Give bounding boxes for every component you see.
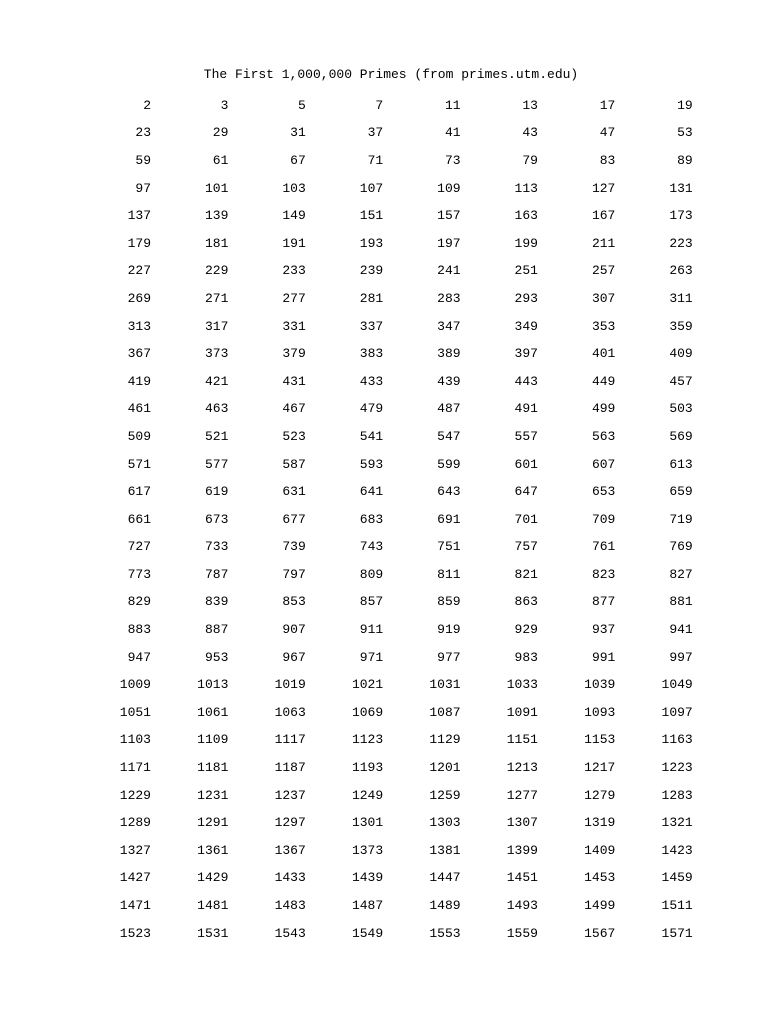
table-row: [84, 892, 693, 920]
table-cell: 439: [437, 373, 461, 389]
table-cell: 53: [677, 125, 693, 141]
table-cell: 347: [437, 318, 461, 334]
table-cell: 269: [127, 290, 151, 306]
table-cell: 1489: [429, 898, 461, 914]
page-title: The First 1,000,000 Primes (from primes.utm.edu): [203, 67, 579, 82]
table-cell: 631: [282, 484, 306, 500]
table-cell: 17: [599, 97, 616, 113]
table-cell: 1187: [274, 760, 306, 776]
table-cell: 1093: [584, 704, 616, 720]
table-cell: 653: [591, 484, 616, 500]
table-cell: 601: [514, 456, 538, 472]
table-cell: 127: [591, 180, 616, 196]
table-row: [84, 202, 693, 230]
table-row: [84, 616, 693, 644]
table-cell: 131: [669, 180, 693, 196]
table-cell: 1511: [661, 898, 693, 914]
table-cell: 443: [514, 373, 538, 389]
table-cell: 811: [437, 566, 461, 582]
table-cell: 719: [669, 511, 693, 527]
table-cell: 101: [204, 180, 229, 196]
table-row: [84, 837, 693, 865]
table-cell: 1097: [661, 704, 693, 720]
table-cell: 853: [282, 594, 306, 610]
table-cell: 13: [522, 97, 538, 113]
table-cell: 887: [204, 622, 229, 638]
table-cell: 313: [127, 318, 151, 334]
table-cell: 151: [359, 208, 384, 224]
table-row: [84, 423, 693, 451]
table-cell: 1087: [429, 704, 461, 720]
table-cell: 233: [282, 263, 306, 279]
table-cell: 1361: [197, 842, 229, 858]
table-row: [84, 782, 693, 810]
table-cell: 109: [437, 180, 461, 196]
table-cell: 431: [282, 373, 306, 389]
table-cell: 163: [514, 208, 538, 224]
table-cell: 1499: [584, 898, 616, 914]
table-cell: 661: [127, 511, 151, 527]
table-cell: 617: [127, 484, 151, 500]
table-row: [84, 865, 693, 893]
table-cell: 421: [204, 373, 229, 389]
table-cell: 1523: [119, 925, 151, 941]
table-cell: 1151: [506, 732, 538, 748]
table-row: [84, 754, 693, 782]
table-cell: 503: [669, 401, 693, 417]
table-cell: 31: [290, 125, 306, 141]
table-cell: 397: [514, 346, 538, 362]
table-cell: 823: [591, 566, 616, 582]
table-cell: 29: [212, 125, 229, 141]
table-cell: 149: [282, 208, 306, 224]
table-cell: 827: [669, 566, 693, 582]
table-cell: 991: [591, 649, 616, 665]
table-cell: 449: [591, 373, 616, 389]
table-cell: 509: [127, 428, 151, 444]
table-cell: 971: [359, 649, 384, 665]
table-cell: 223: [669, 235, 693, 251]
table-cell: 389: [437, 346, 461, 362]
table-row: [84, 506, 693, 534]
table-cell: 1423: [661, 842, 693, 858]
table-row: [84, 313, 693, 341]
table-row: [84, 120, 693, 148]
table-cell: 283: [437, 290, 461, 306]
table-cell: 463: [204, 401, 229, 417]
table-cell: 569: [669, 428, 693, 444]
table-cell: 557: [514, 428, 538, 444]
table-cell: 683: [359, 511, 384, 527]
table-cell: 1163: [661, 732, 693, 748]
table-row: [84, 285, 693, 313]
table-cell: 773: [127, 566, 151, 582]
table-cell: 1301: [351, 815, 384, 831]
table-cell: 1409: [584, 842, 616, 858]
table-cell: 173: [669, 208, 693, 224]
table-cell: 79: [522, 152, 538, 168]
table-cell: 1249: [351, 787, 384, 803]
table-cell: 859: [437, 594, 461, 610]
table-cell: 1297: [274, 815, 306, 831]
table-cell: 1063: [274, 704, 306, 720]
table-cell: 373: [204, 346, 229, 362]
table-cell: 3: [220, 97, 229, 113]
table-cell: 229: [204, 263, 229, 279]
table-cell: 877: [591, 594, 616, 610]
table-cell: 349: [514, 318, 538, 334]
table-cell: 317: [204, 318, 229, 334]
table-cell: 73: [444, 152, 461, 168]
table-cell: 1559: [506, 925, 538, 941]
table-cell: 1543: [274, 925, 306, 941]
table-cell: 293: [514, 290, 538, 306]
table-cell: 857: [359, 594, 384, 610]
table-row: [84, 340, 693, 368]
table-cell: 1109: [197, 732, 229, 748]
table-cell: 1531: [197, 925, 229, 941]
table-cell: 1327: [119, 842, 151, 858]
table-cell: 1039: [584, 677, 616, 693]
table-row: [84, 671, 693, 699]
table-cell: 709: [591, 511, 616, 527]
table-cell: 199: [514, 235, 538, 251]
table-cell: 263: [669, 263, 693, 279]
table-cell: 691: [437, 511, 461, 527]
table-cell: 929: [514, 622, 538, 638]
table-cell: 941: [669, 622, 693, 638]
table-cell: 769: [669, 539, 693, 555]
table-cell: 863: [514, 594, 538, 610]
table-cell: 1291: [197, 815, 229, 831]
table-cell: 311: [669, 290, 693, 306]
table-cell: 1373: [351, 842, 384, 858]
table-cell: 197: [437, 235, 461, 251]
table-cell: 733: [204, 539, 229, 555]
table-cell: 487: [437, 401, 461, 417]
table-cell: 419: [127, 373, 151, 389]
table-cell: 41: [444, 125, 461, 141]
table-cell: 23: [135, 125, 151, 141]
table-cell: 977: [437, 649, 461, 665]
table-cell: 359: [669, 318, 693, 334]
table-cell: 701: [514, 511, 538, 527]
table-cell: 1123: [351, 732, 384, 748]
table-cell: 479: [359, 401, 384, 417]
table-cell: 409: [669, 346, 693, 362]
table-cell: 383: [359, 346, 384, 362]
table-cell: 1181: [197, 760, 229, 776]
table-cell: 563: [591, 428, 616, 444]
table-cell: 647: [514, 484, 538, 500]
table-cell: 523: [282, 428, 306, 444]
table-cell: 107: [359, 180, 384, 196]
table-cell: 467: [282, 401, 306, 417]
table-row: [84, 147, 693, 175]
table-cell: 1549: [351, 925, 384, 941]
table-cell: 433: [359, 373, 384, 389]
table-cell: 457: [669, 373, 693, 389]
table-row: [84, 451, 693, 479]
table-cell: 1319: [584, 815, 616, 831]
table-cell: 673: [204, 511, 229, 527]
table-row: [84, 534, 693, 562]
table-cell: 97: [135, 180, 151, 196]
table-cell: 1571: [661, 925, 693, 941]
table-cell: 1553: [429, 925, 461, 941]
table-cell: 491: [514, 401, 538, 417]
table-cell: 577: [204, 456, 229, 472]
table-row: [84, 809, 693, 837]
table-cell: 337: [359, 318, 384, 334]
table-cell: 277: [282, 290, 306, 306]
table-cell: 1223: [661, 760, 693, 776]
table-cell: 677: [282, 511, 306, 527]
table-row: [84, 230, 693, 258]
table-cell: 157: [437, 208, 461, 224]
table-row: [84, 644, 693, 672]
table-cell: 1283: [661, 787, 693, 803]
table-row: [84, 92, 693, 120]
table-cell: 883: [127, 622, 151, 638]
table-cell: 937: [591, 622, 616, 638]
table-cell: 727: [127, 539, 151, 555]
table-cell: 1321: [661, 815, 693, 831]
table-row: [84, 368, 693, 396]
table-cell: 2: [143, 97, 151, 113]
table-cell: 787: [204, 566, 229, 582]
table-cell: 1481: [197, 898, 229, 914]
table-cell: 353: [591, 318, 616, 334]
table-cell: 251: [514, 263, 538, 279]
table-cell: 659: [669, 484, 693, 500]
table-cell: 1439: [351, 870, 384, 886]
table-cell: 1217: [584, 760, 616, 776]
table-cell: 613: [669, 456, 693, 472]
table-cell: 1399: [506, 842, 538, 858]
table-cell: 947: [127, 649, 151, 665]
table-cell: 19: [677, 97, 693, 113]
table-cell: 881: [669, 594, 693, 610]
table-cell: 1451: [506, 870, 538, 886]
table-cell: 83: [599, 152, 616, 168]
table-cell: 139: [204, 208, 229, 224]
table-cell: 1153: [584, 732, 616, 748]
table-cell: 1051: [119, 704, 151, 720]
table-cell: 67: [290, 152, 306, 168]
table-cell: 1259: [429, 787, 461, 803]
table-row: [84, 920, 693, 948]
table-row: [84, 258, 693, 286]
table-cell: 1429: [197, 870, 229, 886]
table-cell: 89: [677, 152, 693, 168]
table-cell: 821: [514, 566, 538, 582]
table-cell: 113: [514, 180, 538, 196]
table-cell: 983: [514, 649, 538, 665]
table-cell: 193: [359, 235, 384, 251]
table-cell: 1237: [274, 787, 306, 803]
table-cell: 191: [282, 235, 306, 251]
table-cell: 271: [204, 290, 229, 306]
table-cell: 1129: [429, 732, 461, 748]
table-cell: 1013: [197, 677, 229, 693]
table-cell: 607: [591, 456, 616, 472]
table-cell: 1171: [119, 760, 151, 776]
table-cell: 43: [522, 125, 538, 141]
table-cell: 307: [591, 290, 616, 306]
table-cell: 919: [437, 622, 461, 638]
table-cell: 367: [127, 346, 151, 362]
table-cell: 1213: [506, 760, 538, 776]
table-cell: 1279: [584, 787, 616, 803]
table-cell: 179: [127, 235, 151, 251]
table-cell: 743: [359, 539, 384, 555]
table-cell: 499: [591, 401, 616, 417]
table-cell: 967: [282, 649, 306, 665]
table-cell: 1229: [119, 787, 151, 803]
table-cell: 1447: [429, 870, 461, 886]
table-cell: 757: [514, 539, 538, 555]
table-cell: 593: [359, 456, 384, 472]
table-cell: 761: [591, 539, 616, 555]
table-cell: 1033: [506, 677, 538, 693]
table-cell: 241: [437, 263, 461, 279]
table-cell: 641: [359, 484, 384, 500]
table-cell: 211: [591, 235, 616, 251]
table-cell: 1433: [274, 870, 306, 886]
table-cell: 7: [375, 97, 384, 113]
table-cell: 47: [599, 125, 616, 141]
table-cell: 1307: [506, 815, 538, 831]
table-row: [84, 727, 693, 755]
table-cell: 1069: [351, 704, 384, 720]
table-cell: 619: [204, 484, 229, 500]
table-cell: 1453: [584, 870, 616, 886]
table-cell: 11: [444, 97, 461, 113]
table-cell: 257: [591, 263, 616, 279]
table-cell: 1487: [351, 898, 384, 914]
table-cell: 547: [437, 428, 461, 444]
table-cell: 331: [282, 318, 306, 334]
table-cell: 1483: [274, 898, 306, 914]
table-cell: 239: [359, 263, 384, 279]
table-cell: 181: [204, 235, 229, 251]
table-cell: 379: [282, 346, 306, 362]
table-cell: 1103: [119, 732, 151, 748]
table-cell: 599: [437, 456, 461, 472]
table-cell: 1459: [661, 870, 693, 886]
table-cell: 1289: [119, 815, 151, 831]
primes-table: [84, 92, 693, 947]
table-cell: 521: [204, 428, 229, 444]
table-cell: 571: [127, 456, 151, 472]
table-cell: 71: [367, 152, 384, 168]
table-cell: 797: [282, 566, 306, 582]
table-cell: 953: [204, 649, 229, 665]
table-cell: 1021: [351, 677, 384, 693]
table-cell: 1061: [197, 704, 229, 720]
table-cell: 809: [359, 566, 384, 582]
table-cell: 1049: [661, 677, 693, 693]
table-cell: 401: [591, 346, 616, 362]
table-cell: 167: [591, 208, 616, 224]
table-cell: 1019: [274, 677, 306, 693]
table-cell: 1009: [119, 677, 151, 693]
table-cell: 643: [437, 484, 461, 500]
table-cell: 59: [135, 152, 151, 168]
table-cell: 1091: [506, 704, 538, 720]
table-cell: 839: [204, 594, 229, 610]
table-cell: 751: [437, 539, 461, 555]
table-cell: 103: [282, 180, 306, 196]
table-cell: 37: [367, 125, 384, 141]
table-row: [84, 175, 693, 203]
table-cell: 461: [127, 401, 151, 417]
table-cell: 1117: [274, 732, 306, 748]
table-cell: 137: [127, 208, 151, 224]
table-row: [84, 396, 693, 424]
table-cell: 739: [282, 539, 306, 555]
table-cell: 1303: [429, 815, 461, 831]
table-cell: 61: [212, 152, 229, 168]
table-cell: 911: [359, 622, 384, 638]
table-cell: 1231: [197, 787, 229, 803]
table-cell: 1471: [119, 898, 151, 914]
table-cell: 1277: [506, 787, 538, 803]
table-row: [84, 561, 693, 589]
table-cell: 829: [127, 594, 151, 610]
table-cell: 1567: [584, 925, 616, 941]
table-row: [84, 699, 693, 727]
table-cell: 1031: [429, 677, 461, 693]
table-cell: 227: [127, 263, 151, 279]
table-cell: 281: [359, 290, 384, 306]
table-cell: 541: [359, 428, 384, 444]
table-cell: 1427: [119, 870, 151, 886]
table-cell: 997: [669, 649, 693, 665]
table-cell: 907: [282, 622, 306, 638]
table-cell: 1367: [274, 842, 306, 858]
table-cell: 1493: [506, 898, 538, 914]
table-cell: 587: [282, 456, 306, 472]
table-cell: 1381: [429, 842, 461, 858]
table-row: [84, 589, 693, 617]
table-cell: 5: [297, 97, 306, 113]
table-row: [84, 478, 693, 506]
table-cell: 1193: [351, 760, 384, 776]
table-cell: 1201: [429, 760, 461, 776]
